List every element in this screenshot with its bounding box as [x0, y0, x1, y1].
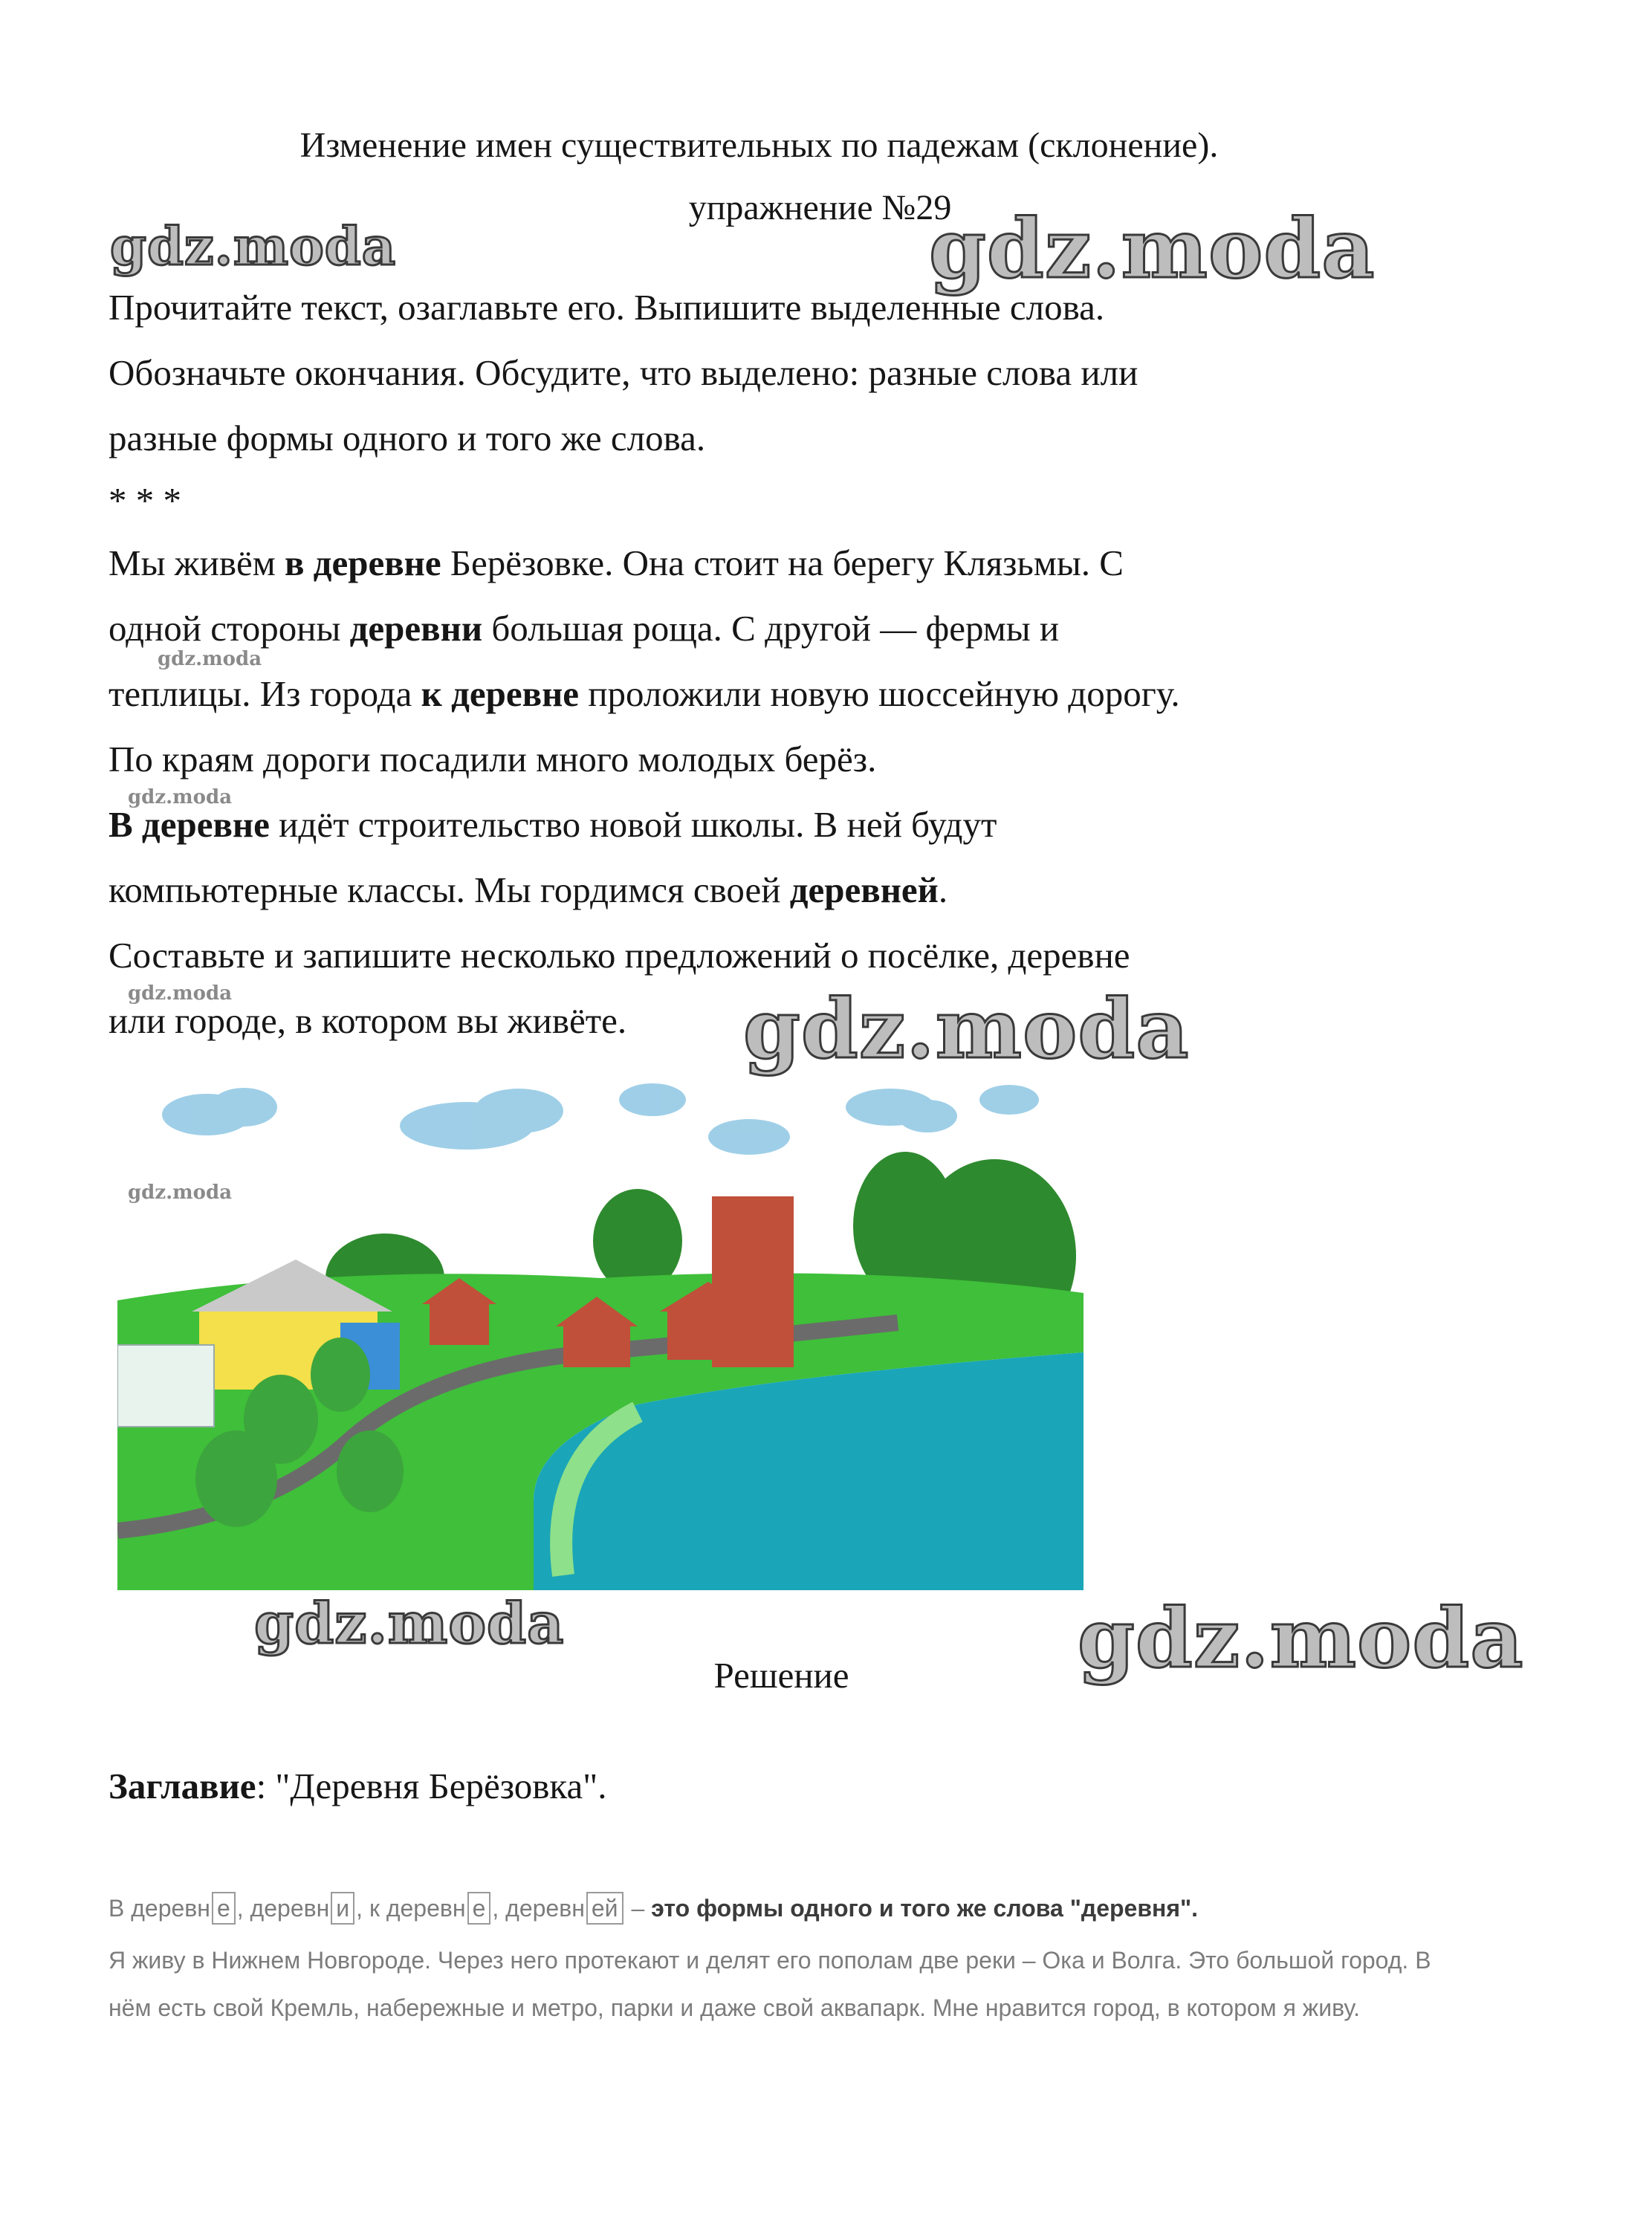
watermark: gdz.moda	[254, 1590, 565, 1656]
ending-box: е	[212, 1892, 236, 1925]
watermark: gdz.moda	[743, 981, 1190, 1077]
ending-box: и	[331, 1892, 354, 1925]
page-title: Изменение имен существительных по падежам (склонение).	[299, 126, 1219, 165]
text-line: Мы живём в деревне Берёзовке. Она стоит на берегу Клязьмы. С	[108, 542, 1124, 583]
word-forms-line: В деревн е , деревн и , к деревн е , деревн ей – это формы одного и того же слова "деревня".	[108, 1892, 1198, 1925]
task-line: разные формы одного и того же слова.	[108, 418, 706, 458]
ending-box: е	[467, 1892, 491, 1925]
watermark: gdz.moda	[128, 786, 233, 808]
task-line: Прочитайте текст, озаглавьте его. Выпишите выделенные слова.	[108, 287, 1105, 328]
watermark: gdz.moda	[929, 201, 1376, 296]
exercise-number: упражнение №29	[688, 188, 952, 227]
forms-conclusion: это формы одного и того же слова "деревня".	[651, 1895, 1199, 1922]
text-line: В деревне идёт строительство новой школы. В ней будут	[108, 804, 997, 845]
highlighted-word: В деревне	[108, 804, 270, 845]
solution-title	[108, 1754, 1520, 1819]
task-instructions	[108, 275, 1520, 1054]
task-line: Обозначьте окончания. Обсудите, что выделено: разные слова или	[108, 352, 1138, 393]
watermark: gdz.moda	[158, 648, 262, 670]
text-line: Составьте и запишите несколько предложений о посёлке, деревне	[108, 935, 1130, 976]
watermark: gdz.moda	[110, 215, 397, 277]
village-illustration	[117, 1055, 1083, 1590]
highlighted-word: деревни	[349, 608, 483, 649]
watermark: gdz.moda	[128, 1181, 233, 1204]
text-line: компьютерные классы. Мы гордимся своей деревней.	[108, 869, 948, 910]
text-line: По краям дороги посадили много молодых берёз.	[108, 739, 877, 779]
text-line: теплицы. Из города к деревне проложили новую шоссейную дорогу.	[108, 673, 1180, 714]
stars-separator: * * *	[108, 480, 181, 521]
title-label: Заглавие	[108, 1766, 256, 1806]
highlighted-word: в деревне	[284, 542, 441, 583]
text-line: или городе, в котором вы живёте.	[108, 1000, 627, 1041]
solution-heading: Решение	[713, 1655, 849, 1696]
ending-box: ей	[586, 1892, 623, 1925]
text-line: одной стороны деревни большая роща. С другой — фермы и	[108, 608, 1060, 649]
highlighted-word: деревней	[789, 869, 939, 910]
watermark: gdz.moda	[128, 982, 233, 1005]
village-picture	[117, 1055, 1083, 1590]
highlighted-word: к деревне	[421, 673, 580, 714]
story-line: Я живу в Нижнем Новгороде. Через него протекают и делят его пополам две реки – Ока и Волга. Это большой город. В	[108, 1947, 1431, 1974]
title-value: : "Деревня Берёзовка".	[256, 1766, 607, 1806]
story-line: нём есть свой Кремль, набережные и метро, парки и даже свой аквапарк. Мне нравится город, в котором я живу.	[108, 1994, 1361, 2021]
watermark: gdz.moda	[1078, 1590, 1524, 1686]
